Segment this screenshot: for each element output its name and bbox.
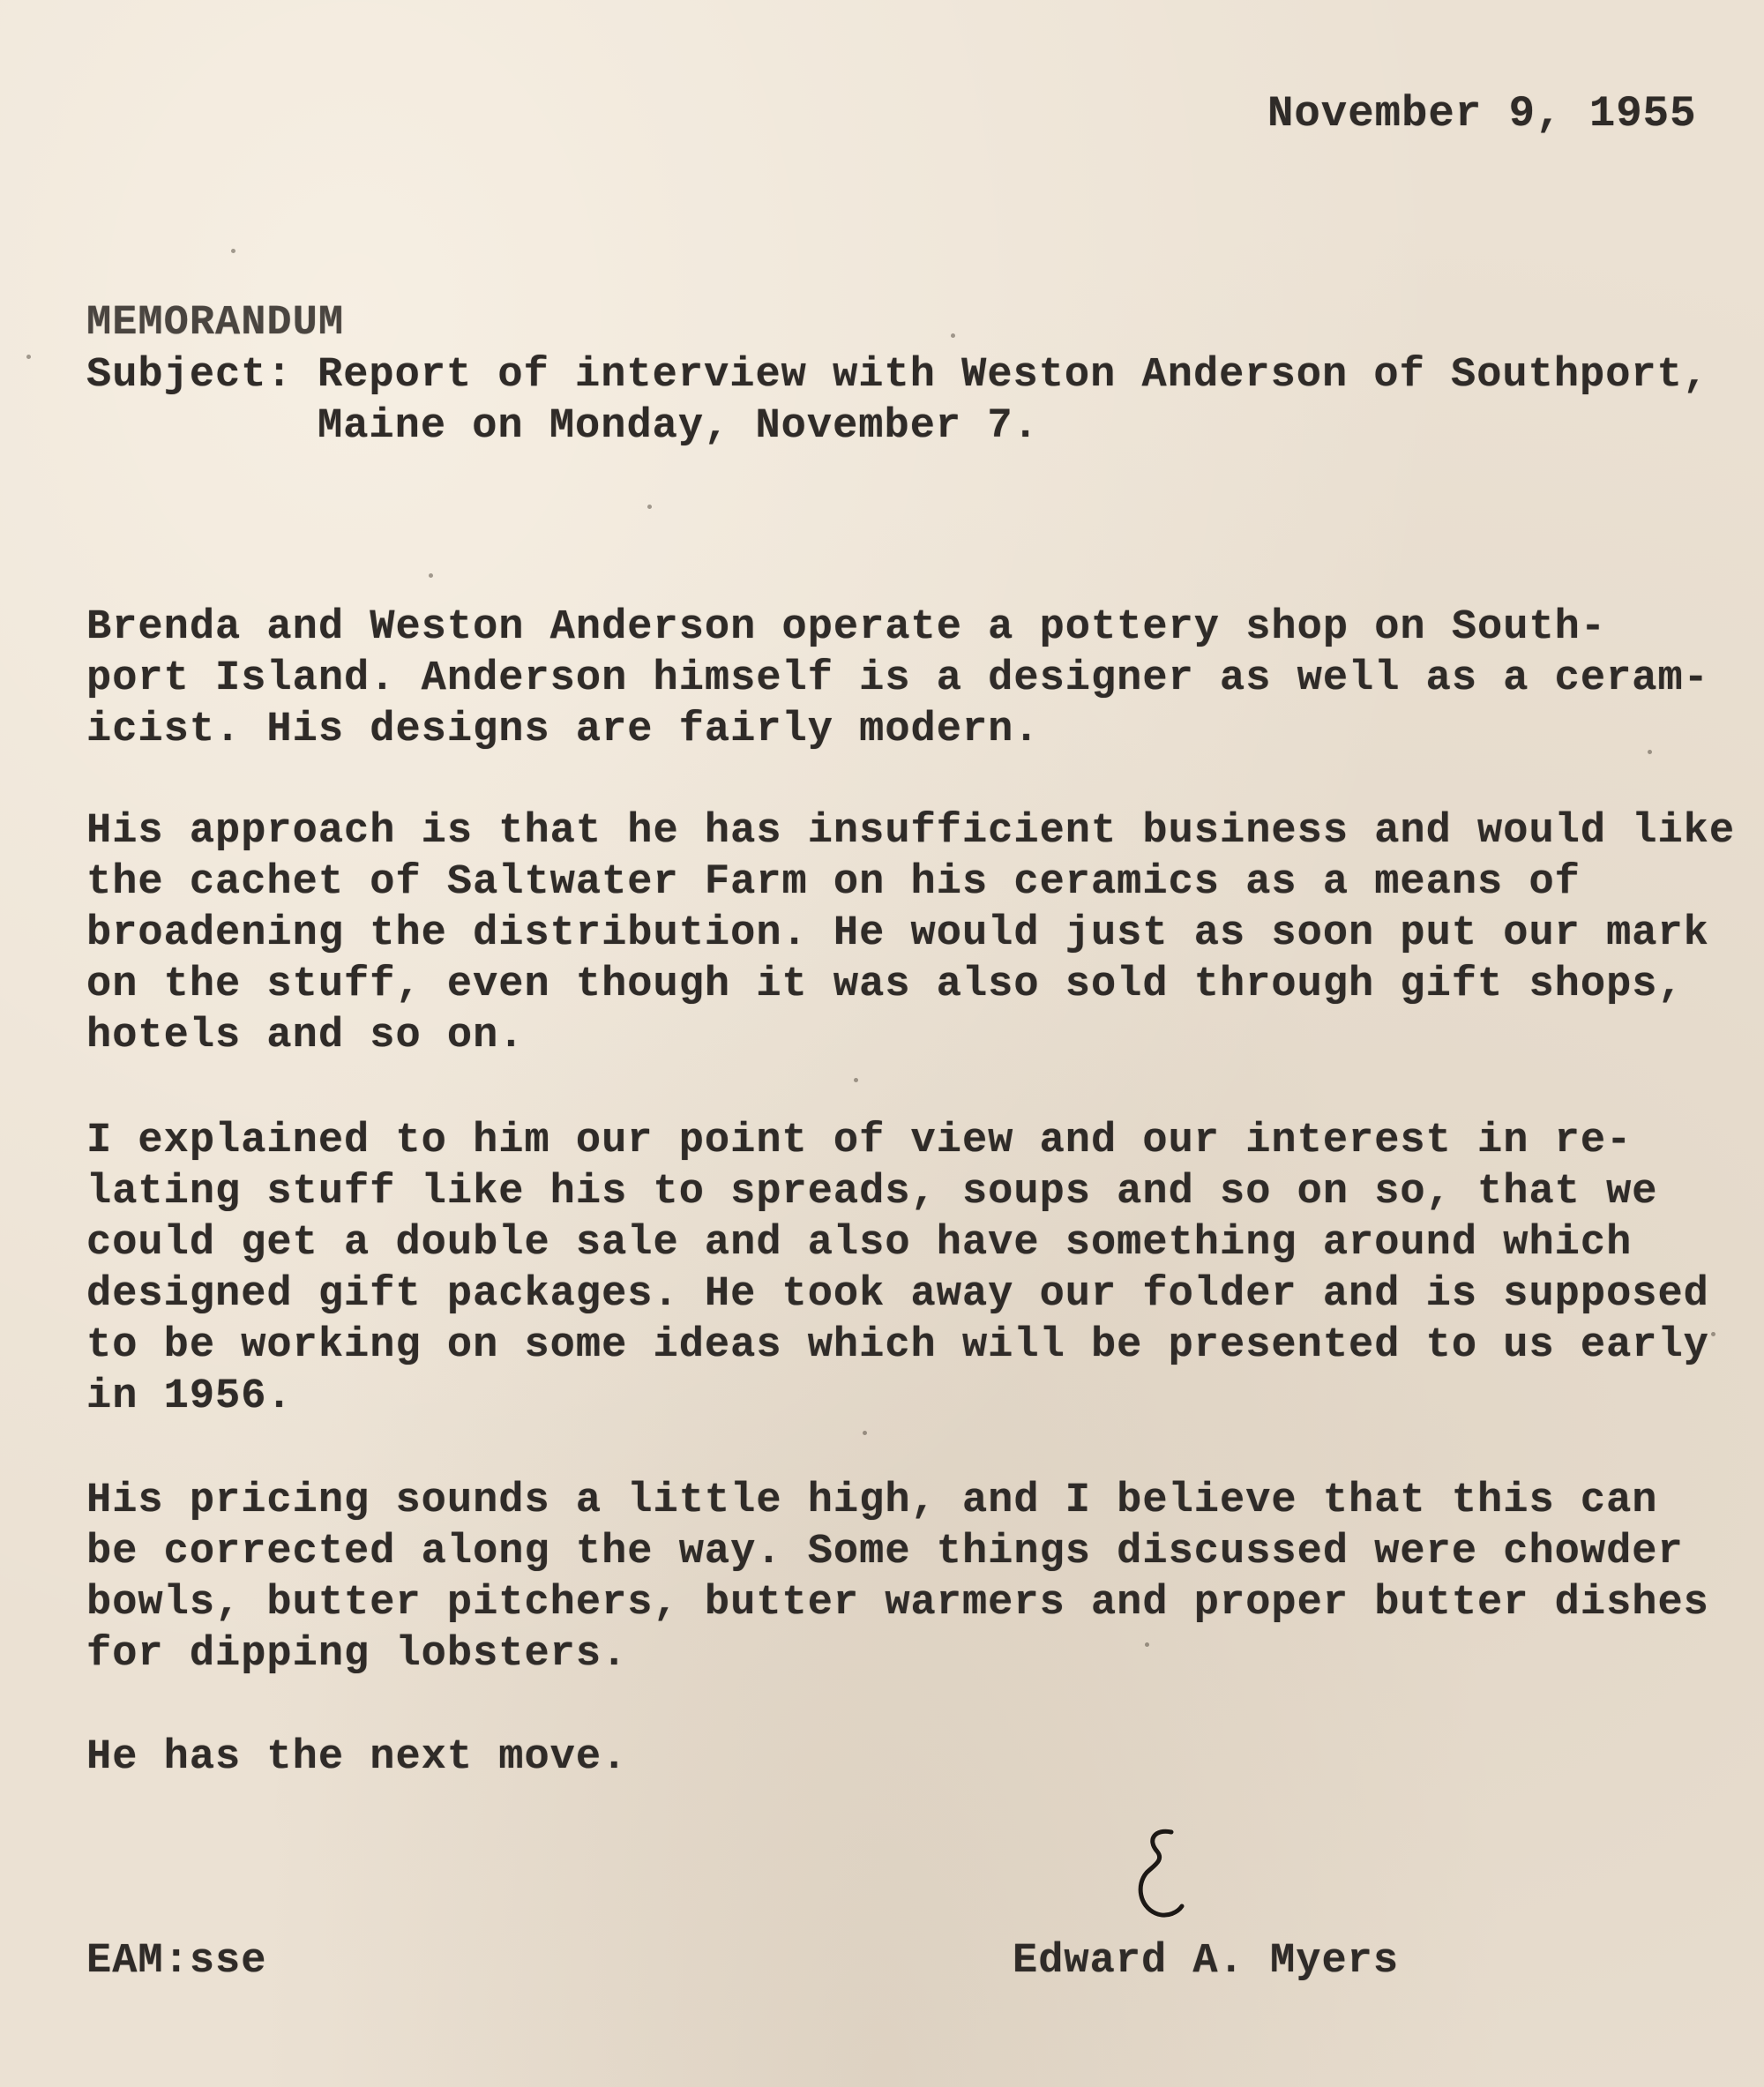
subject-line-1: Report of interview with Weston Anderson of Southport, [318,352,1709,399]
paragraph-line: lating stuff like his to spreads, soups and so on so, that we [86,1169,1658,1216]
handwritten-initial-signature [1120,1821,1200,1936]
subject-line-2: Maine on Monday, November 7. [318,403,1039,450]
paragraph-line: broadening the distribution. He would just as soon put our mark [86,910,1709,957]
paragraph-line: in 1956. [86,1373,293,1420]
paper-speck [863,1431,867,1435]
paper-speck [1145,1642,1149,1647]
paragraph-line: on the stuff, even though it was also sold through gift shops, [86,961,1684,1008]
paper-speck [951,333,955,338]
paper-speck [647,505,652,509]
paragraph-line: could get a double sale and also have something around which [86,1220,1633,1267]
paper-speck [429,573,433,578]
paragraph-5 [86,1732,627,1784]
paragraph-line: I explained to him our point of view and our interest in re- [86,1118,1633,1164]
paragraph-line: icist. His designs are fairly modern. [86,707,1040,753]
paper-speck [26,355,31,359]
paragraph-line: for dipping lobsters. [86,1631,628,1678]
paper-speck [1711,1332,1715,1336]
paragraph-1 [86,602,1709,756]
paragraph-line: Brenda and Weston Anderson operate a pottery shop on South- [86,604,1607,651]
paper-speck [231,249,235,253]
paragraph-line: be corrected along the way. Some things discussed were chowder [86,1529,1684,1575]
paragraph-line: the cachet of Saltwater Farm on his ceramics as a means of [86,859,1581,906]
paragraph-line: bowls, butter pitchers, butter warmers and proper butter dishes [86,1580,1709,1627]
paragraph-2 [86,806,1735,1062]
paragraph-line: hotels and so on. [86,1013,525,1059]
paragraph-4 [86,1476,1709,1680]
signer-name: Edward A. Myers [1013,1938,1400,1985]
paragraph-line: He has the next move. [86,1734,628,1781]
typist-reference: EAM:sse [86,1938,267,1985]
paper-speck [854,1078,858,1082]
paper-speck [1648,750,1652,754]
paragraph-line: to be working on some ideas which will be presented to us early [86,1322,1709,1369]
memo-heading: MEMORANDUM [86,300,345,347]
memo-date: November 9, 1955 [1267,89,1697,138]
paragraph-line: designed gift packages. He took away our folder and is supposed [86,1271,1709,1318]
paragraph-line: His approach is that he has insufficient business and would like [86,808,1736,855]
paragraph-line: port Island. Anderson himself is a designer as well as a ceram- [86,655,1709,702]
paragraph-3 [86,1116,1709,1423]
subject-label: Subject: [86,352,293,399]
paragraph-line: His pricing sounds a little high, and I believe that this can [86,1477,1658,1524]
